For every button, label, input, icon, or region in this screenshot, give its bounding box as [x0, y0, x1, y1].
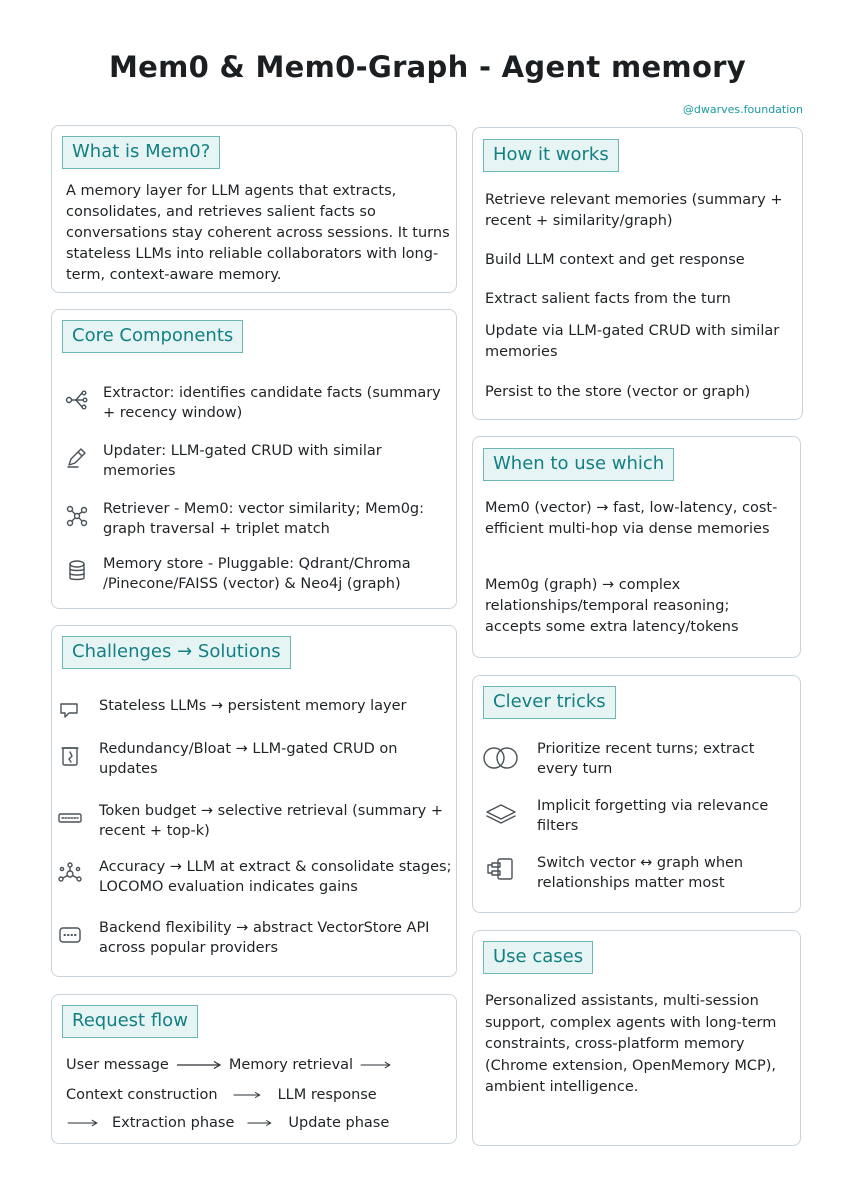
- how-card: [472, 127, 803, 420]
- how-step: Extract salient facts from the turn: [485, 291, 731, 307]
- flow-row-1: [66, 1055, 405, 1075]
- when-card: [472, 436, 801, 658]
- flow-step-llm-response: LLM response: [277, 1087, 377, 1103]
- graph-icon: [64, 503, 90, 529]
- network-icon: [57, 861, 83, 887]
- flow-row-3: [66, 1113, 389, 1133]
- challenge-text: Backend flexibility → abstract VectorStore API across popular providers: [99, 920, 430, 956]
- page-title: Mem0 & Mem0-Graph - Agent memory: [109, 50, 746, 84]
- trick-text: Implicit forgetting via relevance filters: [537, 798, 769, 834]
- how-step: Retrieve relevant memories (summary + recent + similarity/graph): [485, 192, 783, 229]
- core-item-updater: [64, 441, 449, 481]
- challenges-card: [51, 625, 457, 977]
- arrow-right-icon: [359, 1060, 399, 1070]
- switch-icon: [481, 856, 521, 882]
- challenge-item: [57, 918, 452, 958]
- trick-text: Prioritize recent turns; extract every turn: [537, 741, 755, 777]
- how-step: Persist to the store (vector or graph): [485, 384, 751, 400]
- trick-item: [481, 796, 793, 836]
- token-bar-icon: [57, 805, 83, 831]
- arrow-right-icon: [232, 1090, 270, 1100]
- core-item-text: Updater: LLM-gated CRUD with similar memories: [103, 443, 382, 479]
- edit-icon: [64, 445, 90, 471]
- core-item-store: [64, 554, 449, 594]
- challenge-item: [57, 857, 452, 897]
- trick-item: [481, 739, 793, 779]
- branch-icon: [64, 387, 90, 413]
- challenge-item: [57, 801, 452, 841]
- author-handle: @dwarves.foundation: [682, 103, 803, 116]
- arrow-right-icon: [66, 1118, 106, 1128]
- circles-icon: [481, 745, 521, 771]
- core-item-text: Memory store - Pluggable: Qdrant/Chroma /Pinecone/FAISS (vector) & Neo4j (graph): [103, 556, 411, 592]
- flow-card: [51, 994, 457, 1144]
- trick-item: [481, 853, 793, 893]
- core-item-retriever: [64, 499, 449, 539]
- flow-step-memory-retrieval: Memory retrieval: [228, 1057, 354, 1073]
- flow-step-context: Context construction: [66, 1087, 218, 1103]
- tricks-tag: Clever tricks: [483, 686, 616, 719]
- chat-icon: [57, 697, 83, 723]
- challenge-text: Token budget → selective retrieval (summary + recent + top-k): [99, 803, 443, 839]
- challenge-text: Accuracy → LLM at extract & consolidate stages; LOCOMO evaluation indicates gains: [99, 859, 452, 895]
- tricks-card: [472, 675, 801, 913]
- database-icon: [64, 558, 90, 584]
- when-para: Mem0 (vector) → fast, low-latency, cost-efficient multi-hop via dense memories: [485, 500, 778, 537]
- challenge-text: Redundancy/Bloat → LLM-gated CRUD on updates: [99, 741, 398, 777]
- core-card: [51, 309, 457, 609]
- core-item-text: Extractor: identifies candidate facts (summary + recency window): [103, 385, 441, 421]
- arrow-right-icon: [246, 1118, 282, 1128]
- how-tag: How it works: [483, 139, 619, 172]
- when-para: Mem0g (graph) → complex relationships/temporal reasoning; accepts some extra latency/tokens: [485, 577, 739, 635]
- flow-row-2: [66, 1085, 377, 1105]
- arrow-right-icon: [175, 1060, 223, 1070]
- challenge-item: [57, 739, 452, 779]
- trash-icon: [57, 743, 83, 769]
- flow-step-user-message: User message: [66, 1057, 169, 1073]
- core-tag: Core Components: [62, 320, 243, 353]
- how-step: Update via LLM-gated CRUD with similar memories: [485, 323, 780, 360]
- what-tag: What is Mem0?: [62, 136, 220, 169]
- what-text: A memory layer for LLM agents that extracts, consolidates, and retrieves salient facts so conversations stay coherent across sessions. It turns stateless LLMs into reliable collaborators with long-term, context-aware memory.: [66, 183, 450, 283]
- challenge-text: Stateless LLMs → persistent memory layer: [99, 698, 407, 714]
- usecases-card: [472, 930, 801, 1146]
- challenges-tag: Challenges → Solutions: [62, 636, 291, 669]
- layers-icon: [481, 802, 521, 828]
- challenge-item: [57, 696, 452, 723]
- api-icon: [57, 922, 83, 948]
- how-step: Build LLM context and get response: [485, 252, 745, 268]
- usecases-tag: Use cases: [483, 941, 593, 974]
- when-tag: When to use which: [483, 448, 674, 481]
- what-card: [51, 125, 457, 293]
- usecases-text: Personalized assistants, multi-session support, complex agents with long-term constraints, cross-platform memory (Chrome extension, OpenMemory MCP), ambient intelligence.: [485, 993, 777, 1095]
- flow-tag: Request flow: [62, 1005, 198, 1038]
- core-item-extractor: [64, 383, 449, 423]
- flow-step-update: Update phase: [288, 1115, 390, 1131]
- flow-step-extraction: Extraction phase: [112, 1115, 235, 1131]
- core-item-text: Retriever - Mem0: vector similarity; Mem0g: graph traversal + triplet match: [103, 501, 425, 537]
- trick-text: Switch vector ↔ graph when relationships matter most: [537, 855, 744, 891]
